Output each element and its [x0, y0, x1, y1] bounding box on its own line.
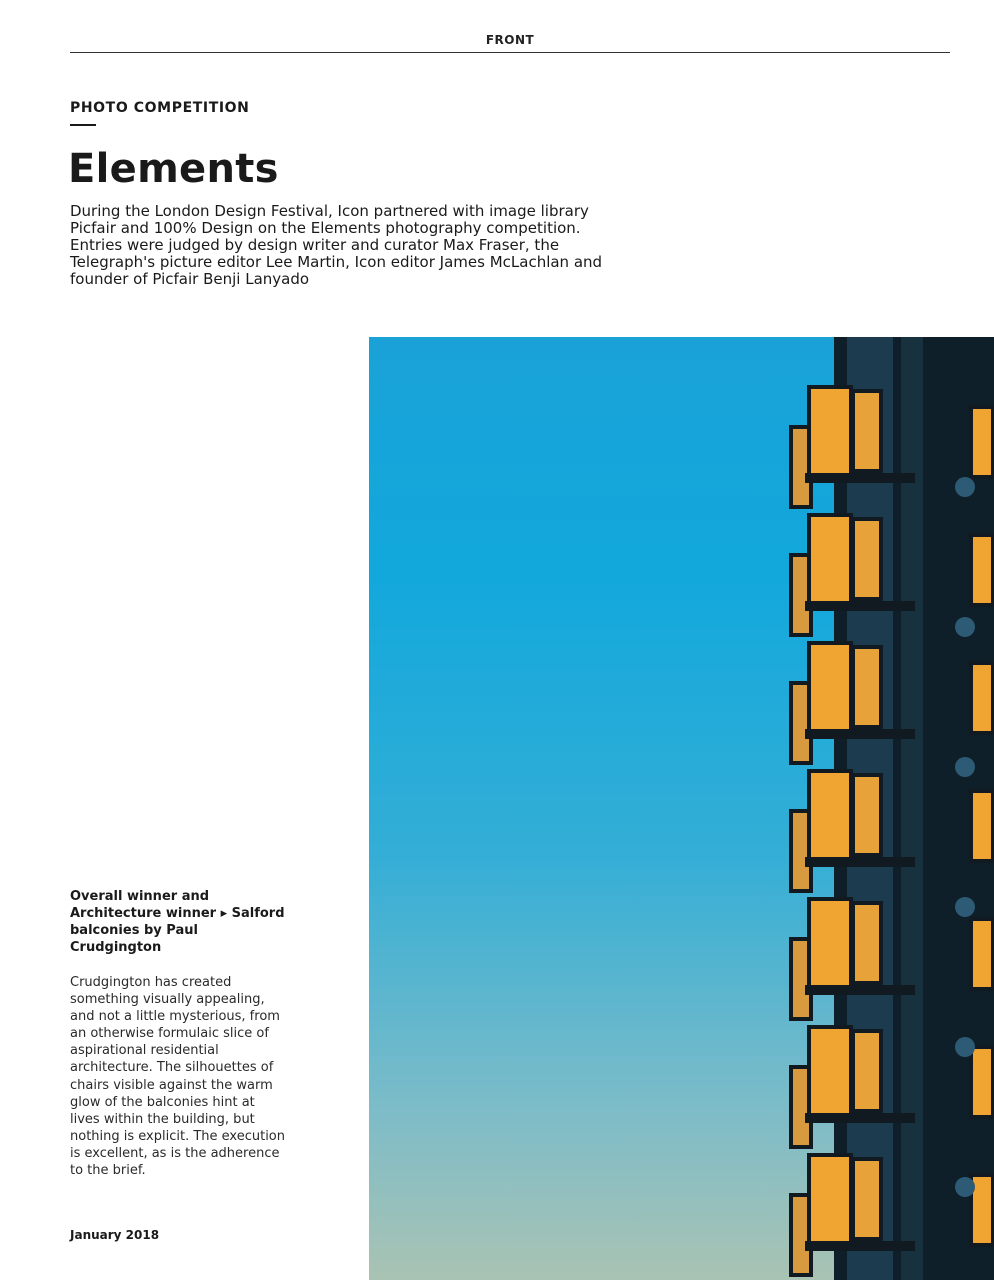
- balcony-pane: [853, 1159, 881, 1239]
- balcony-pane: [809, 899, 851, 989]
- balcony-pane: [805, 985, 915, 995]
- porthole-window: [955, 1177, 975, 1197]
- balcony-pane: [971, 791, 993, 861]
- porthole-window: [955, 897, 975, 917]
- balcony-pane: [971, 919, 993, 989]
- header-rule: [70, 52, 950, 53]
- article-intro: During the London Design Festival, Icon partnered with image library Picfair and 100% Design on the Elements photography competition. Entries were judged by design writer and curator Max Fraser, the Telegraph's picture editor Lee Martin, Icon editor James McLachlan and founder of Picfair Benji Lanyado: [70, 202, 603, 288]
- balcony-pane: [805, 601, 915, 611]
- article-title: Elements: [68, 146, 279, 192]
- balcony-pane: [809, 1155, 851, 1245]
- issue-date: January 2018: [70, 1228, 160, 1242]
- balcony-pane: [805, 857, 915, 867]
- balcony-pane: [809, 515, 851, 605]
- balcony-pane: [809, 387, 851, 477]
- balcony-pane: [853, 903, 881, 983]
- photo-salford-balconies: [369, 337, 994, 1280]
- building-illustration: [369, 337, 994, 1280]
- balcony-pane: [971, 535, 993, 605]
- kicker-divider: [70, 124, 96, 126]
- balcony-pane: [971, 1047, 993, 1117]
- porthole-window: [955, 617, 975, 637]
- article-kicker: PHOTO COMPETITION: [70, 100, 250, 116]
- balcony-pane: [853, 391, 881, 471]
- balcony-pane: [809, 643, 851, 733]
- balcony-pane: [805, 1113, 915, 1123]
- balcony-pane: [853, 775, 881, 855]
- porthole-window: [955, 1037, 975, 1057]
- balcony-pane: [805, 1241, 915, 1251]
- section-label: FRONT: [485, 33, 535, 47]
- balcony-pane: [805, 729, 915, 739]
- balcony-pane: [805, 473, 915, 483]
- porthole-window: [955, 477, 975, 497]
- balcony-pane: [809, 771, 851, 861]
- porthole-window: [955, 757, 975, 777]
- balcony-pane: [809, 1027, 851, 1117]
- caption-body: Crudgington has created something visually appealing, and not a little mysterious, from an otherwise formulaic slice of aspirational residential architecture. The silhouettes of chairs visible against the warm glow of the balconies hint at lives within the building, but nothing is explicit. The execution is excellent, as is the adherence to the brief.: [70, 975, 286, 1179]
- caption-title: Overall winner and Architecture winner ▸ Salford balconies by Paul Crudgington: [70, 889, 285, 955]
- balcony-pane: [971, 407, 993, 477]
- balcony-pane: [853, 519, 881, 599]
- balcony-pane: [853, 1031, 881, 1111]
- balcony-pane: [853, 647, 881, 727]
- balcony-pane: [971, 663, 993, 733]
